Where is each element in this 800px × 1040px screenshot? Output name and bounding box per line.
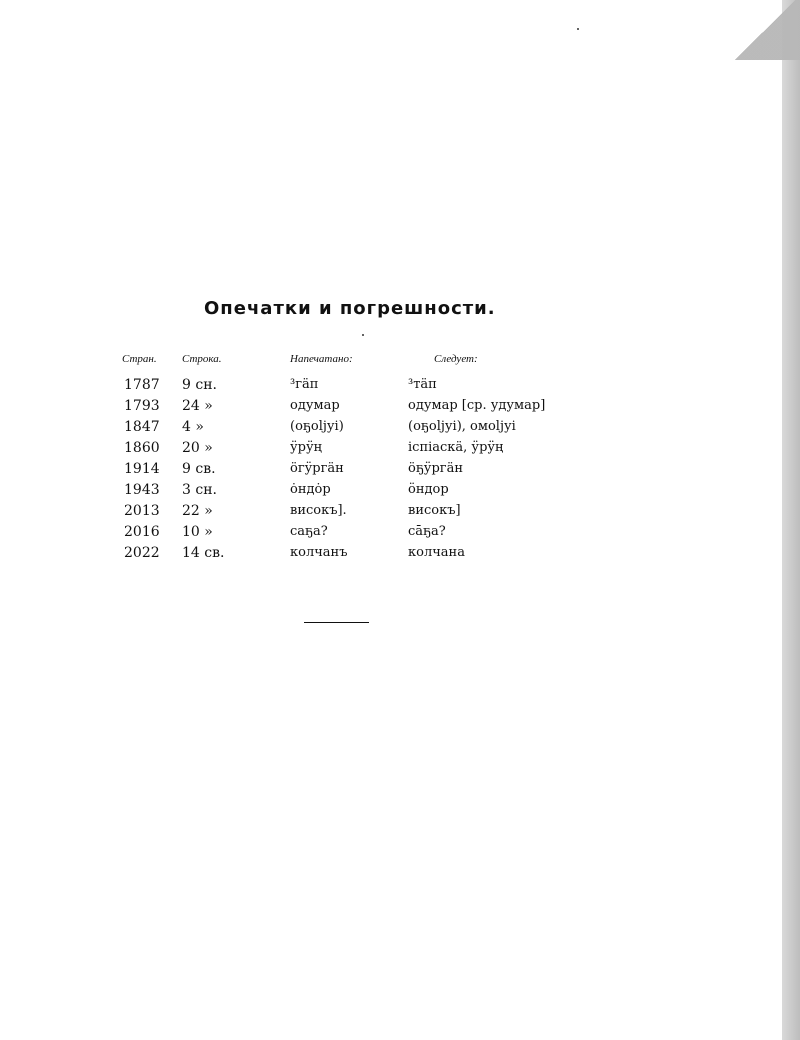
table-cell-line: 10 » xyxy=(182,523,213,540)
errata-table xyxy=(120,344,570,563)
table-cell-printed: високъ]. xyxy=(290,503,347,518)
table-cell-page: 2022 xyxy=(124,544,160,561)
table-cell-should-be: високъ] xyxy=(408,503,461,518)
table-cell-page: 1787 xyxy=(124,376,160,393)
table-cell-printed: (оҕоljуi) xyxy=(290,419,344,434)
table-cell-page: 2013 xyxy=(124,502,160,519)
table-row xyxy=(120,479,570,500)
table-row xyxy=(120,416,570,437)
column-should-be-header: Следует: xyxy=(434,353,478,365)
table-cell-page: 1860 xyxy=(124,439,160,456)
table-cell-printed: саҕа? xyxy=(290,524,328,539)
table-cell-should-be: ӧндор xyxy=(408,482,449,497)
table-row xyxy=(120,374,570,395)
table-row xyxy=(120,500,570,521)
table-cell-should-be: iспiаскä, ӱрӱң xyxy=(408,440,504,455)
table-cell-should-be: öҕӱргäн xyxy=(408,461,464,476)
table-row xyxy=(120,521,570,542)
table-cell-page: 1847 xyxy=(124,418,160,435)
table-cell-should-be: одумар [ср. удумар] xyxy=(408,398,546,413)
table-cell-should-be: колчана xyxy=(408,545,465,560)
column-page-header: Стран. xyxy=(122,353,157,365)
table-cell-printed: колчанъ xyxy=(290,545,348,560)
table-cell-line: 14 св. xyxy=(182,544,225,561)
page-corner-fold xyxy=(730,0,800,60)
table-cell-page: 1793 xyxy=(124,397,160,414)
table-cell-should-be: ³тäп xyxy=(408,377,437,392)
table-row xyxy=(120,437,570,458)
table-cell-should-be: (оҕоljуi), омоljуi xyxy=(408,419,516,434)
table-row xyxy=(120,395,570,416)
table-header xyxy=(120,344,570,374)
table-cell-line: 20 » xyxy=(182,439,213,456)
table-cell-page: 1943 xyxy=(124,481,160,498)
table-row xyxy=(120,542,570,563)
table-cell-printed: одумар xyxy=(290,398,340,413)
table-cell-printed: ³гäп xyxy=(290,377,319,392)
column-printed-header: Напечатано: xyxy=(290,353,353,365)
page-right-edge xyxy=(782,0,800,1040)
table-cell-page: 1914 xyxy=(124,460,160,477)
column-line-header: Строка. xyxy=(182,353,222,365)
scan-speck xyxy=(362,334,364,336)
table-cell-line: 22 » xyxy=(182,502,213,519)
table-row xyxy=(120,458,570,479)
table-cell-page: 2016 xyxy=(124,523,160,540)
table-cell-line: 9 сн. xyxy=(182,376,217,393)
scan-speck xyxy=(577,28,579,30)
table-cell-should-be: сāҕа? xyxy=(408,524,446,539)
table-cell-line: 9 св. xyxy=(182,460,216,477)
table-cell-printed: öгӱргäн xyxy=(290,461,344,476)
table-cell-line: 4 » xyxy=(182,418,204,435)
table-cell-printed: ȯндȯр xyxy=(290,482,331,497)
table-cell-printed: ӱрӱң xyxy=(290,440,322,455)
end-rule xyxy=(304,622,369,623)
table-cell-line: 24 » xyxy=(182,397,213,414)
page-title: Опечатки и погрешности. xyxy=(204,298,496,319)
table-cell-line: 3 сн. xyxy=(182,481,217,498)
